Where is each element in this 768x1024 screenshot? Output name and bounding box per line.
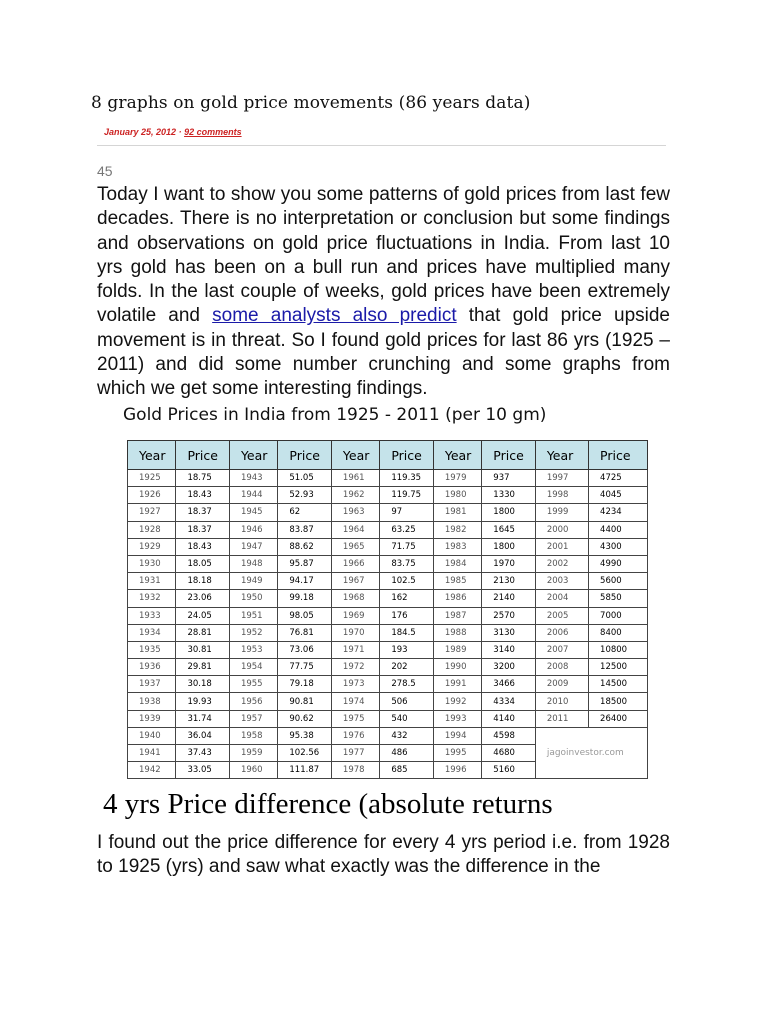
- price-cell: 4300: [589, 538, 648, 555]
- year-cell: 1940: [128, 727, 176, 744]
- price-cell: 111.87: [278, 762, 332, 779]
- price-cell: 7000: [589, 607, 648, 624]
- price-cell: 18500: [589, 693, 648, 710]
- year-cell: 1960: [229, 762, 277, 779]
- table-caption: Gold Prices in India from 1925 - 2011 (per 10 gm): [123, 405, 547, 425]
- price-cell: 4400: [589, 521, 648, 538]
- year-cell: 1971: [331, 641, 379, 658]
- price-cell: 1800: [482, 504, 536, 521]
- table-row: [128, 555, 648, 572]
- year-cell: 2007: [535, 641, 588, 658]
- year-cell: 1931: [128, 573, 176, 590]
- price-cell: 98.05: [278, 607, 332, 624]
- price-cell: 95.38: [278, 727, 332, 744]
- price-cell: 90.81: [278, 693, 332, 710]
- price-cell: 51.05: [278, 470, 332, 487]
- header-year: Year: [433, 441, 481, 470]
- year-cell: 1945: [229, 504, 277, 521]
- price-cell: 4598: [482, 727, 536, 744]
- price-cell: 23.06: [176, 590, 230, 607]
- year-cell: 1995: [433, 745, 481, 762]
- year-cell: 1944: [229, 487, 277, 504]
- price-cell: 3466: [482, 676, 536, 693]
- year-cell: 1974: [331, 693, 379, 710]
- year-cell: 1988: [433, 624, 481, 641]
- year-cell: 1975: [331, 710, 379, 727]
- price-cell: 3130: [482, 624, 536, 641]
- price-cell: 37.43: [176, 745, 230, 762]
- price-cell: 119.75: [380, 487, 434, 504]
- year-cell: 1999: [535, 504, 588, 521]
- year-cell: 1986: [433, 590, 481, 607]
- price-cell: 26400: [589, 710, 648, 727]
- price-cell: 5160: [482, 762, 536, 779]
- year-cell: 1978: [331, 762, 379, 779]
- price-cell: 1645: [482, 521, 536, 538]
- price-cell: 33.05: [176, 762, 230, 779]
- year-cell: 1967: [331, 573, 379, 590]
- price-cell: 18.43: [176, 487, 230, 504]
- price-cell: 1330: [482, 487, 536, 504]
- watermark-cell: jagoinvestor.com: [535, 727, 647, 779]
- price-cell: 937: [482, 470, 536, 487]
- price-cell: 18.37: [176, 521, 230, 538]
- year-cell: 1942: [128, 762, 176, 779]
- year-cell: 1952: [229, 624, 277, 641]
- year-cell: 2001: [535, 538, 588, 555]
- meta-separator: ·: [176, 127, 185, 137]
- year-cell: 2010: [535, 693, 588, 710]
- year-cell: 1949: [229, 573, 277, 590]
- price-cell: 76.81: [278, 624, 332, 641]
- year-cell: 1937: [128, 676, 176, 693]
- year-cell: 1926: [128, 487, 176, 504]
- price-cell: 432: [380, 727, 434, 744]
- year-cell: 1994: [433, 727, 481, 744]
- price-cell: 102.5: [380, 573, 434, 590]
- year-cell: 1935: [128, 641, 176, 658]
- table-row: [128, 607, 648, 624]
- price-cell: 193: [380, 641, 434, 658]
- year-cell: 1969: [331, 607, 379, 624]
- price-cell: 162: [380, 590, 434, 607]
- price-cell: 486: [380, 745, 434, 762]
- table-row: [128, 470, 648, 487]
- price-cell: 18.18: [176, 573, 230, 590]
- table-row: [128, 710, 648, 727]
- year-cell: 1959: [229, 745, 277, 762]
- price-cell: 4140: [482, 710, 536, 727]
- price-cell: 2130: [482, 573, 536, 590]
- price-cell: 184.5: [380, 624, 434, 641]
- year-cell: 1936: [128, 659, 176, 676]
- year-cell: 1932: [128, 590, 176, 607]
- price-cell: 4045: [589, 487, 648, 504]
- price-cell: 28.81: [176, 624, 230, 641]
- table-row: [128, 693, 648, 710]
- price-cell: 18.75: [176, 470, 230, 487]
- year-cell: 1996: [433, 762, 481, 779]
- section-heading: 4 yrs Price difference (absolute returns: [103, 788, 553, 820]
- price-cell: 102.56: [278, 745, 332, 762]
- year-cell: 1951: [229, 607, 277, 624]
- header-price: Price: [278, 441, 332, 470]
- price-cell: 29.81: [176, 659, 230, 676]
- year-cell: 1963: [331, 504, 379, 521]
- year-cell: 1943: [229, 470, 277, 487]
- price-cell: 30.81: [176, 641, 230, 658]
- price-cell: 5600: [589, 573, 648, 590]
- price-cell: 63.25: [380, 521, 434, 538]
- year-cell: 1948: [229, 555, 277, 572]
- year-cell: 1956: [229, 693, 277, 710]
- year-cell: 1957: [229, 710, 277, 727]
- year-cell: 2011: [535, 710, 588, 727]
- year-cell: 1972: [331, 659, 379, 676]
- header-price: Price: [589, 441, 648, 470]
- year-cell: 1973: [331, 676, 379, 693]
- year-cell: 1934: [128, 624, 176, 641]
- year-cell: 1981: [433, 504, 481, 521]
- year-cell: 1962: [331, 487, 379, 504]
- year-cell: 1958: [229, 727, 277, 744]
- price-cell: 36.04: [176, 727, 230, 744]
- year-cell: 1929: [128, 538, 176, 555]
- table-row: [128, 521, 648, 538]
- table-body: [128, 470, 648, 779]
- table-header-row: [128, 441, 648, 470]
- year-cell: 1977: [331, 745, 379, 762]
- price-cell: 506: [380, 693, 434, 710]
- table-row: [128, 659, 648, 676]
- header-year: Year: [535, 441, 588, 470]
- gold-price-table: [127, 440, 648, 779]
- price-cell: 99.18: [278, 590, 332, 607]
- price-cell: 77.75: [278, 659, 332, 676]
- price-cell: 52.93: [278, 487, 332, 504]
- price-cell: 5850: [589, 590, 648, 607]
- price-cell: 4680: [482, 745, 536, 762]
- year-cell: 1970: [331, 624, 379, 641]
- year-cell: 2008: [535, 659, 588, 676]
- header-price: Price: [380, 441, 434, 470]
- table-row: [128, 676, 648, 693]
- year-cell: 1950: [229, 590, 277, 607]
- header-year: Year: [128, 441, 176, 470]
- price-cell: 62: [278, 504, 332, 521]
- price-cell: 1970: [482, 555, 536, 572]
- price-cell: 94.17: [278, 573, 332, 590]
- table-row: [128, 727, 648, 744]
- table-row: [128, 573, 648, 590]
- price-cell: 24.05: [176, 607, 230, 624]
- table-row: [128, 641, 648, 658]
- year-cell: 1968: [331, 590, 379, 607]
- price-cell: 30.18: [176, 676, 230, 693]
- header-divider: [97, 145, 666, 146]
- price-cell: 95.87: [278, 555, 332, 572]
- year-cell: 1961: [331, 470, 379, 487]
- post-date: January 25, 2012: [104, 127, 177, 137]
- year-cell: 1928: [128, 521, 176, 538]
- year-cell: 1991: [433, 676, 481, 693]
- year-cell: 2000: [535, 521, 588, 538]
- year-cell: 1984: [433, 555, 481, 572]
- analysts-predict-link[interactable]: some analysts also predict: [212, 305, 457, 327]
- year-cell: 1992: [433, 693, 481, 710]
- price-cell: 88.62: [278, 538, 332, 555]
- year-cell: 1985: [433, 573, 481, 590]
- year-cell: 1998: [535, 487, 588, 504]
- price-cell: 83.87: [278, 521, 332, 538]
- price-cell: 10800: [589, 641, 648, 658]
- intro-text-before: Today I want to show you some patterns of gold prices from last few decades. There is no interpretation or conclusion but some findings and observations on gold price fluctuations in India. From last 10 yrs gold has been on a bull run and prices have multiplied many folds. In the last couple of weeks, gold prices have been extremely volatile and: [97, 184, 670, 327]
- table-row: [128, 504, 648, 521]
- year-cell: 1982: [433, 521, 481, 538]
- table-row: [128, 624, 648, 641]
- year-cell: 1925: [128, 470, 176, 487]
- price-cell: 71.75: [380, 538, 434, 555]
- section-paragraph: I found out the price difference for every 4 yrs period i.e. from 1928 to 1925 (yrs) and saw what exactly was the difference in the: [97, 832, 670, 878]
- year-cell: 1947: [229, 538, 277, 555]
- year-cell: 1997: [535, 470, 588, 487]
- price-cell: 1800: [482, 538, 536, 555]
- price-cell: 18.37: [176, 504, 230, 521]
- header-year: Year: [229, 441, 277, 470]
- year-cell: 1939: [128, 710, 176, 727]
- year-cell: 1990: [433, 659, 481, 676]
- year-cell: 1933: [128, 607, 176, 624]
- price-cell: 18.43: [176, 538, 230, 555]
- price-cell: 97: [380, 504, 434, 521]
- price-cell: 2570: [482, 607, 536, 624]
- price-cell: 119.35: [380, 470, 434, 487]
- table-row: [128, 590, 648, 607]
- header-year: Year: [331, 441, 379, 470]
- price-cell: 18.05: [176, 555, 230, 572]
- year-cell: 2003: [535, 573, 588, 590]
- year-cell: 1976: [331, 727, 379, 744]
- table-row: [128, 487, 648, 504]
- price-cell: 4234: [589, 504, 648, 521]
- year-cell: 2002: [535, 555, 588, 572]
- header-price: Price: [482, 441, 536, 470]
- year-cell: 1946: [229, 521, 277, 538]
- post-meta: [104, 127, 242, 137]
- year-cell: 2009: [535, 676, 588, 693]
- intro-paragraph: [97, 183, 670, 402]
- price-cell: 540: [380, 710, 434, 727]
- price-cell: 202: [380, 659, 434, 676]
- price-cell: 278.5: [380, 676, 434, 693]
- year-cell: 1987: [433, 607, 481, 624]
- year-cell: 1989: [433, 641, 481, 658]
- price-cell: 176: [380, 607, 434, 624]
- year-cell: 1979: [433, 470, 481, 487]
- year-cell: 1955: [229, 676, 277, 693]
- price-cell: 79.18: [278, 676, 332, 693]
- year-cell: 1927: [128, 504, 176, 521]
- price-cell: 8400: [589, 624, 648, 641]
- year-cell: 2005: [535, 607, 588, 624]
- year-cell: 1930: [128, 555, 176, 572]
- price-cell: 90.62: [278, 710, 332, 727]
- share-count: 45: [97, 163, 113, 179]
- year-cell: 1980: [433, 487, 481, 504]
- price-cell: 2140: [482, 590, 536, 607]
- price-cell: 12500: [589, 659, 648, 676]
- price-cell: 4990: [589, 555, 648, 572]
- year-cell: 1965: [331, 538, 379, 555]
- intro-text-after: that gold price upside movement is in threat. So I found gold prices for last 86 yrs (1925 – 2011) and did some number crunching and some graphs from which we get some interesting findings.: [97, 305, 670, 400]
- year-cell: 1964: [331, 521, 379, 538]
- price-cell: 3200: [482, 659, 536, 676]
- price-cell: 14500: [589, 676, 648, 693]
- year-cell: 1966: [331, 555, 379, 572]
- year-cell: 1941: [128, 745, 176, 762]
- year-cell: 1993: [433, 710, 481, 727]
- price-cell: 4334: [482, 693, 536, 710]
- year-cell: 2006: [535, 624, 588, 641]
- price-cell: 19.93: [176, 693, 230, 710]
- price-cell: 4725: [589, 470, 648, 487]
- year-cell: 2004: [535, 590, 588, 607]
- year-cell: 1983: [433, 538, 481, 555]
- price-cell: 73.06: [278, 641, 332, 658]
- price-cell: 83.75: [380, 555, 434, 572]
- price-cell: 31.74: [176, 710, 230, 727]
- price-cell: 685: [380, 762, 434, 779]
- comments-link[interactable]: 92 comments: [184, 127, 242, 137]
- header-price: Price: [176, 441, 230, 470]
- year-cell: 1953: [229, 641, 277, 658]
- price-cell: 3140: [482, 641, 536, 658]
- year-cell: 1954: [229, 659, 277, 676]
- year-cell: 1938: [128, 693, 176, 710]
- page-title: 8 graphs on gold price movements (86 years data): [91, 93, 531, 113]
- table-row: [128, 538, 648, 555]
